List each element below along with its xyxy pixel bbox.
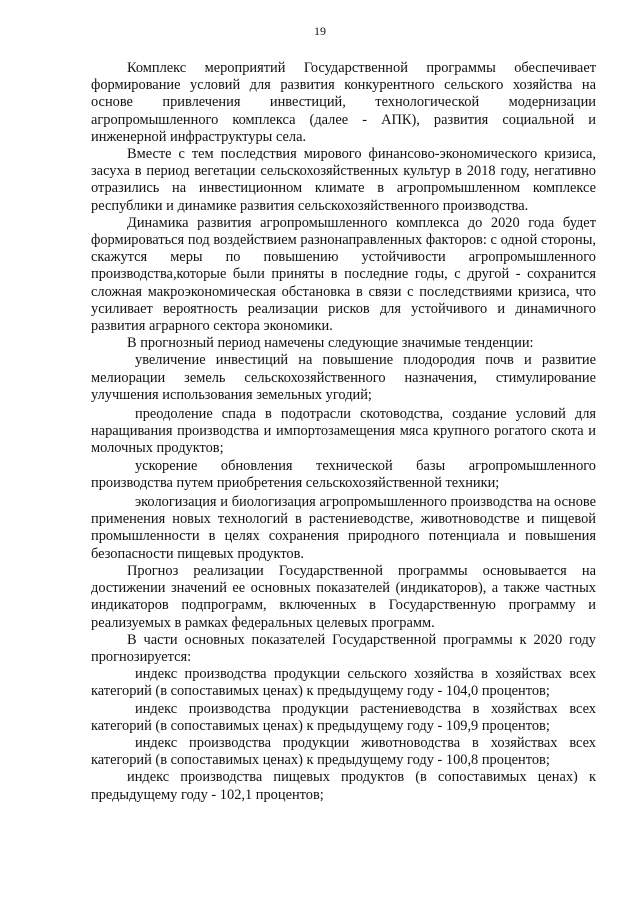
- paragraph-crisis-consequences: Вместе с тем последствия мирового финансово-экономического кризиса, засуха в период вегетации сельскохозяйственных культур в 2018 году, негативно отразились на инвестиционном климате в агропромышленном комплексе республики и динамике развития сельскохозяйственного производства.: [91, 146, 596, 214]
- list-item-crop-index: индекс производства продукции растениеводства в хозяйствах всех категорий (в сопоставимых ценах) к предыдущему году - 109,9 процентов;: [91, 700, 596, 734]
- list-item-ecologization: экологизация и биологизация агропромышленного производства на основе применения новых технологий в растениеводстве, животноводстве и пищевой промышленности в целях сохранения природного потенциала и повышения безопасности пищевых продуктов.: [91, 494, 596, 562]
- paragraph-main-indicators-intro: В части основных показателей Государственной программы к 2020 году прогнозируется:: [91, 631, 596, 665]
- paragraph-forecast-trends-intro: В прогнозный период намечены следующие значимые тенденции:: [127, 335, 534, 352]
- paragraph-apk-dynamics: Динамика развития агропромышленного комплекса до 2020 года будет формироваться под воздействием разнонаправленных факторов: с одной стороны, скажутся меры по повышению устойчивости агропромышленного производства,которые были приняты в последние годы, с другой - сохранится сложная макроэкономическая обстановка в связи с последствиями кризиса, что усиливает вероятность реализации рисков для устойчивого и динамичного развития аграрного сектора экономики.: [91, 214, 596, 335]
- list-item-investment-soil: увеличение инвестиций на повышение плодородия почв и развитие мелиорации земель сельскохозяйственного назначения, стимулирование улучшения использования земельных угодий;: [91, 352, 596, 403]
- paragraph-forecast-indicators: Прогноз реализации Государственной программы основывается на достижении значений ее основных показателей (индикаторов), а также частных индикаторов подпрограмм, включенных в Государственную программу и реализуемых в рамках федеральных целевых программ.: [91, 562, 596, 631]
- list-item-livestock-index: индекс производства продукции животноводства в хозяйствах всех категорий (в сопоставимых ценах) к предыдущему году - 100,8 процентов;: [91, 734, 596, 769]
- document-body: [91, 60, 596, 804]
- list-item-agriculture-index: индекс производства продукции сельского хозяйства в хозяйствах всех категорий (в сопоставимых ценах) к предыдущему году - 104,0 процентов;: [91, 666, 596, 700]
- list-item-livestock: преодоление спада в подотрасли скотоводства, создание условий для наращивания производства и импортозамещения мяса крупного рогатого скота и молочных продуктов;: [91, 406, 596, 457]
- list-item-technical-base: ускорение обновления технической базы агропромышленного производства путем приобретения сельскохозяйственной техники;: [91, 457, 596, 491]
- paragraph-program-complex: Комплекс мероприятий Государственной программы обеспечивает формирование условий для развития конкурентного сельского хозяйства на основе привлечения инвестиций, технологической модернизации агропромышленного комплекса (далее - АПК), развития социальной и инженерной инфраструктуры села.: [91, 60, 596, 145]
- list-item-food-index: индекс производства пищевых продуктов (в сопоставимых ценах) к предыдущему году - 102,1 процентов;: [91, 769, 596, 803]
- page-number: 19: [314, 24, 326, 38]
